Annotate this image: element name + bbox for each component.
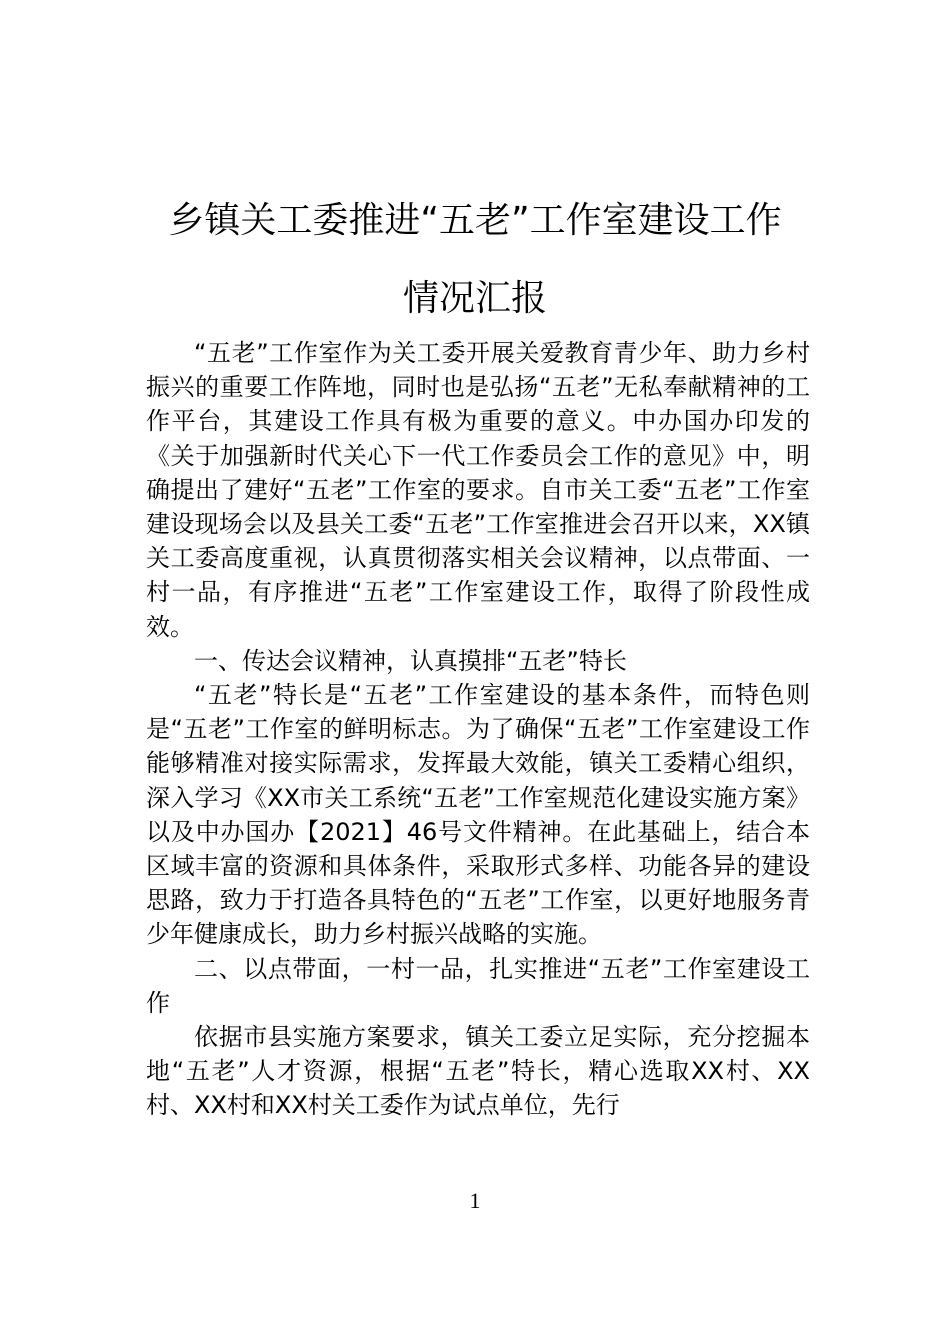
section-2-heading: 二、以点带面，一村一品，扎实推进“五老”工作室建设工作 [146, 954, 810, 1017]
intro-paragraph: “五老”工作室作为关工委开展关爱教育青少年、助力乡村振兴的重要工作阵地，同时也是弘扬“五老”无私奉献精神的工作平台，其建设工作具有极为重要的意义。中办国办印发的《关于加强新时代关心下一代工作委员会工作的意见》中，明确提出了建好“五老”工作室的要求。自市关工委“五老”工作室建设现场会以及县关工委“五老”工作室推进会召开以来，XX镇关工委高度重视，认真贯彻落实相关会议精神，以点带面、一村一品，有序推进“五老”工作室建设工作，取得了阶段性成效。 [146, 339, 810, 641]
title-line-1: 乡镇关工委推进“五老”工作室建设工作 [168, 200, 782, 242]
section-2-paragraph: 依据市县实施方案要求，镇关工委立足实际，充分挖掘本地“五老”人才资源，根据“五老”特长，精心选取XX村、XX村、XX村和XX村关工委作为试点单位，先行 [146, 1023, 810, 1120]
document-body [146, 336, 810, 1123]
section-1-heading: 一、传达会议精神，认真摸排“五老”特长 [194, 646, 627, 675]
title-line-2: 情况汇报 [402, 278, 547, 320]
page-number: 1 [469, 1188, 481, 1213]
document-title [140, 182, 810, 338]
section-1-paragraph: “五老”特长是“五老”工作室建设的基本条件，而特色则是“五老”工作室的鲜明标志。为了确保“五老”工作室建设工作能够精准对接实际需求，发挥最大效能，镇关工委精心组织，深入学习《XX市关工系统“五老”工作室规范化建设实施方案》以及中办国办【2021】46号文件精神。在此基础上，结合本区域丰富的资源和具体条件，采取形式多样、功能各异的建设思路，致力于打造各具特色的“五老”工作室，以更好地服务青少年健康成长，助力乡村振兴战略的实施。 [146, 681, 810, 949]
